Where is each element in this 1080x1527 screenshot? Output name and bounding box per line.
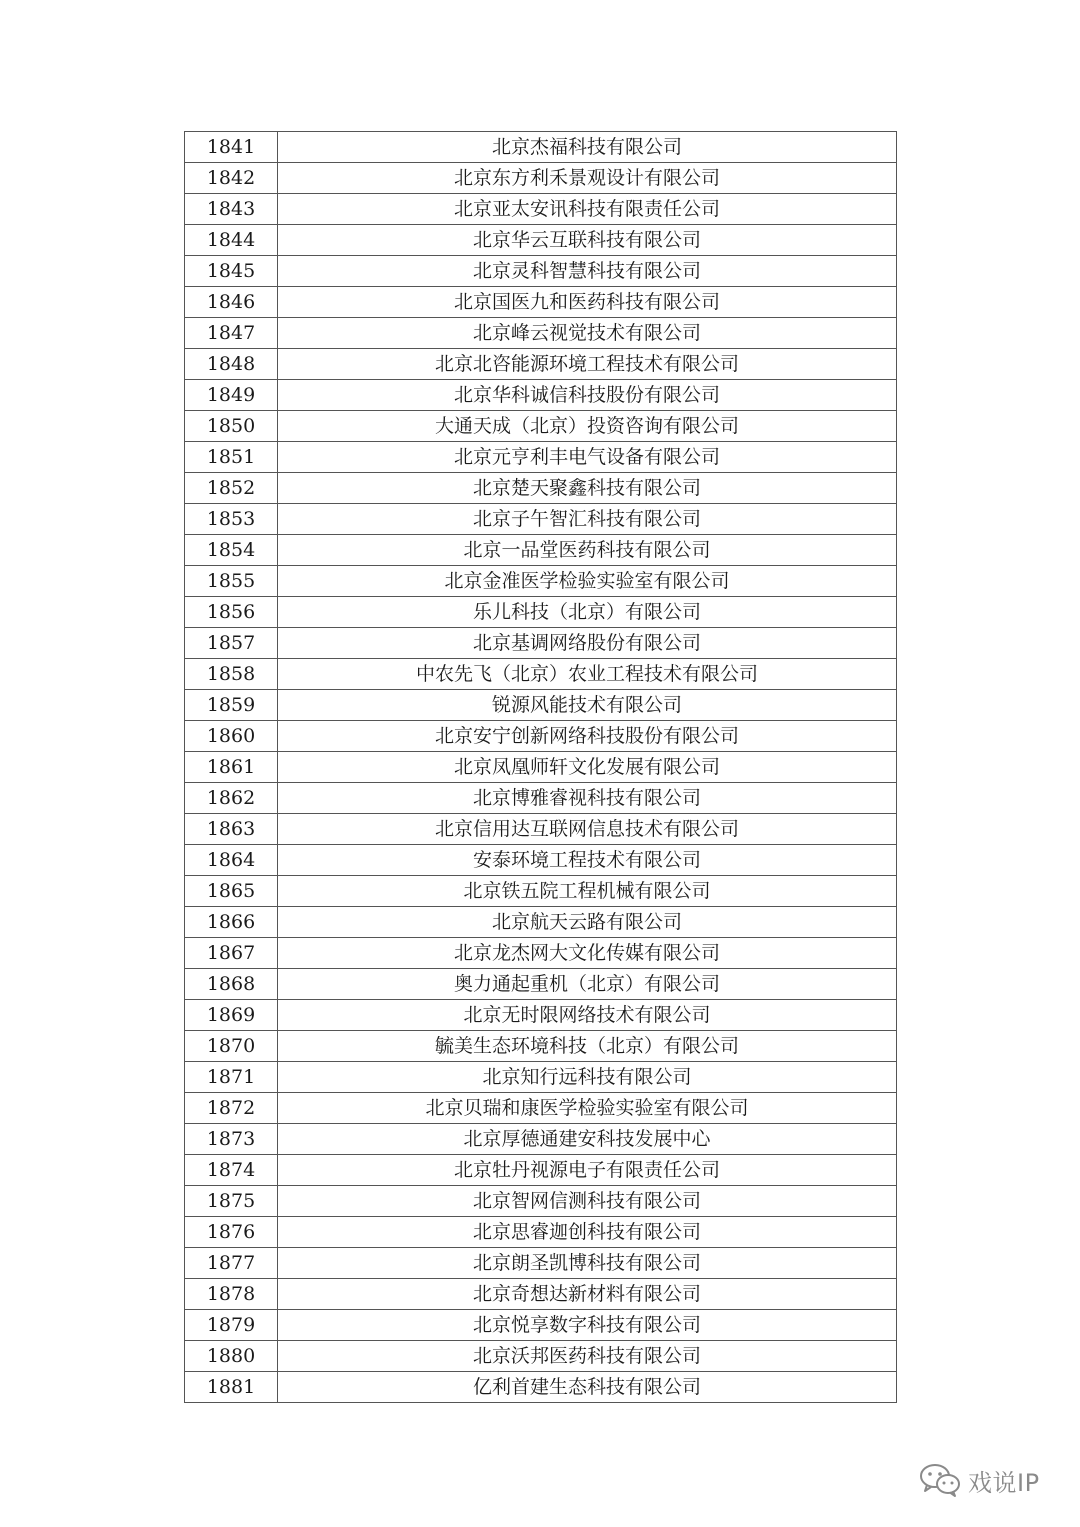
company-name: 大通天成（北京）投资咨询有限公司 [278, 411, 897, 442]
company-name: 北京北咨能源环境工程技术有限公司 [278, 349, 897, 380]
row-number: 1873 [185, 1124, 278, 1155]
row-number: 1868 [185, 969, 278, 1000]
table-row [185, 349, 897, 380]
table-row [185, 1279, 897, 1310]
row-number: 1881 [185, 1372, 278, 1403]
row-number: 1844 [185, 225, 278, 256]
table-row [185, 1310, 897, 1341]
table-row [185, 1031, 897, 1062]
table-row [185, 1124, 897, 1155]
row-number: 1845 [185, 256, 278, 287]
company-name: 北京华科诚信科技股份有限公司 [278, 380, 897, 411]
row-number: 1848 [185, 349, 278, 380]
table-row [185, 721, 897, 752]
table-row [185, 132, 897, 163]
row-number: 1865 [185, 876, 278, 907]
company-name: 北京贝瑞和康医学检验实验室有限公司 [278, 1093, 897, 1124]
table-row [185, 597, 897, 628]
wechat-icon [918, 1462, 962, 1498]
company-list-table [184, 131, 897, 1403]
table-row [185, 1217, 897, 1248]
company-name: 北京航天云路有限公司 [278, 907, 897, 938]
table-row [185, 938, 897, 969]
company-name: 北京牡丹视源电子有限责任公司 [278, 1155, 897, 1186]
row-number: 1846 [185, 287, 278, 318]
table-row [185, 783, 897, 814]
row-number: 1854 [185, 535, 278, 566]
company-name: 北京铁五院工程机械有限公司 [278, 876, 897, 907]
company-name: 北京杰福科技有限公司 [278, 132, 897, 163]
company-name: 锐源风能技术有限公司 [278, 690, 897, 721]
table-row [185, 690, 897, 721]
company-name: 北京国医九和医药科技有限公司 [278, 287, 897, 318]
row-number: 1875 [185, 1186, 278, 1217]
table-row [185, 628, 897, 659]
row-number: 1855 [185, 566, 278, 597]
row-number: 1866 [185, 907, 278, 938]
row-number: 1879 [185, 1310, 278, 1341]
company-name: 北京东方利禾景观设计有限公司 [278, 163, 897, 194]
table-row [185, 473, 897, 504]
company-name: 毓美生态环境科技（北京）有限公司 [278, 1031, 897, 1062]
row-number: 1858 [185, 659, 278, 690]
row-number: 1867 [185, 938, 278, 969]
row-number: 1842 [185, 163, 278, 194]
row-number: 1861 [185, 752, 278, 783]
company-name: 北京智网信测科技有限公司 [278, 1186, 897, 1217]
watermark-text: 戏说IP [968, 1468, 1040, 1497]
table-row [185, 256, 897, 287]
table-row [185, 163, 897, 194]
table-row [185, 287, 897, 318]
table-row [185, 1093, 897, 1124]
row-number: 1871 [185, 1062, 278, 1093]
company-name: 北京亚太安讯科技有限责任公司 [278, 194, 897, 225]
table-row [185, 845, 897, 876]
table-row [185, 1248, 897, 1279]
table-row [185, 1000, 897, 1031]
row-number: 1863 [185, 814, 278, 845]
company-name: 北京奇想达新材料有限公司 [278, 1279, 897, 1310]
table-row [185, 442, 897, 473]
company-name: 北京楚天聚鑫科技有限公司 [278, 473, 897, 504]
table-row [185, 411, 897, 442]
table-row [185, 876, 897, 907]
company-name: 中农先飞（北京）农业工程技术有限公司 [278, 659, 897, 690]
table-row [185, 907, 897, 938]
row-number: 1877 [185, 1248, 278, 1279]
row-number: 1856 [185, 597, 278, 628]
table-row [185, 1372, 897, 1403]
company-list-body [185, 132, 897, 1403]
row-number: 1851 [185, 442, 278, 473]
table-row [185, 225, 897, 256]
company-name: 北京子午智汇科技有限公司 [278, 504, 897, 535]
company-name: 北京朗圣凯博科技有限公司 [278, 1248, 897, 1279]
row-number: 1849 [185, 380, 278, 411]
table-row [185, 535, 897, 566]
company-name: 北京博雅睿视科技有限公司 [278, 783, 897, 814]
table-row [185, 1062, 897, 1093]
row-number: 1874 [185, 1155, 278, 1186]
table-row [185, 659, 897, 690]
company-name: 亿利首建生态科技有限公司 [278, 1372, 897, 1403]
company-name: 北京元亨利丰电气设备有限公司 [278, 442, 897, 473]
table-row [185, 1186, 897, 1217]
company-name: 北京思睿迦创科技有限公司 [278, 1217, 897, 1248]
row-number: 1860 [185, 721, 278, 752]
row-number: 1843 [185, 194, 278, 225]
company-name: 北京一品堂医药科技有限公司 [278, 535, 897, 566]
table-row [185, 969, 897, 1000]
row-number: 1847 [185, 318, 278, 349]
company-name: 北京基调网络股份有限公司 [278, 628, 897, 659]
company-name: 安泰环境工程技术有限公司 [278, 845, 897, 876]
table-row [185, 318, 897, 349]
table-row [185, 566, 897, 597]
row-number: 1870 [185, 1031, 278, 1062]
company-name: 北京凤凰师轩文化发展有限公司 [278, 752, 897, 783]
row-number: 1878 [185, 1279, 278, 1310]
table-row [185, 504, 897, 535]
company-name: 北京无时限网络技术有限公司 [278, 1000, 897, 1031]
table-row [185, 1155, 897, 1186]
row-number: 1880 [185, 1341, 278, 1372]
company-name: 北京灵科智慧科技有限公司 [278, 256, 897, 287]
row-number: 1859 [185, 690, 278, 721]
company-name: 北京峰云视觉技术有限公司 [278, 318, 897, 349]
table-row [185, 194, 897, 225]
company-name: 乐儿科技（北京）有限公司 [278, 597, 897, 628]
table-row [185, 380, 897, 411]
row-number: 1852 [185, 473, 278, 504]
company-name: 北京厚德通建安科技发展中心 [278, 1124, 897, 1155]
table-row [185, 1341, 897, 1372]
row-number: 1857 [185, 628, 278, 659]
row-number: 1872 [185, 1093, 278, 1124]
row-number: 1864 [185, 845, 278, 876]
company-name: 奥力通起重机（北京）有限公司 [278, 969, 897, 1000]
row-number: 1841 [185, 132, 278, 163]
table-row [185, 814, 897, 845]
table-row [185, 752, 897, 783]
company-name: 北京信用达互联网信息技术有限公司 [278, 814, 897, 845]
company-name: 北京龙杰网大文化传媒有限公司 [278, 938, 897, 969]
watermark [918, 1460, 1058, 1500]
company-name: 北京悦享数字科技有限公司 [278, 1310, 897, 1341]
company-name: 北京华云互联科技有限公司 [278, 225, 897, 256]
row-number: 1876 [185, 1217, 278, 1248]
company-name: 北京安宁创新网络科技股份有限公司 [278, 721, 897, 752]
row-number: 1869 [185, 1000, 278, 1031]
row-number: 1850 [185, 411, 278, 442]
company-name: 北京知行远科技有限公司 [278, 1062, 897, 1093]
row-number: 1853 [185, 504, 278, 535]
row-number: 1862 [185, 783, 278, 814]
company-name: 北京金准医学检验实验室有限公司 [278, 566, 897, 597]
company-name: 北京沃邦医药科技有限公司 [278, 1341, 897, 1372]
